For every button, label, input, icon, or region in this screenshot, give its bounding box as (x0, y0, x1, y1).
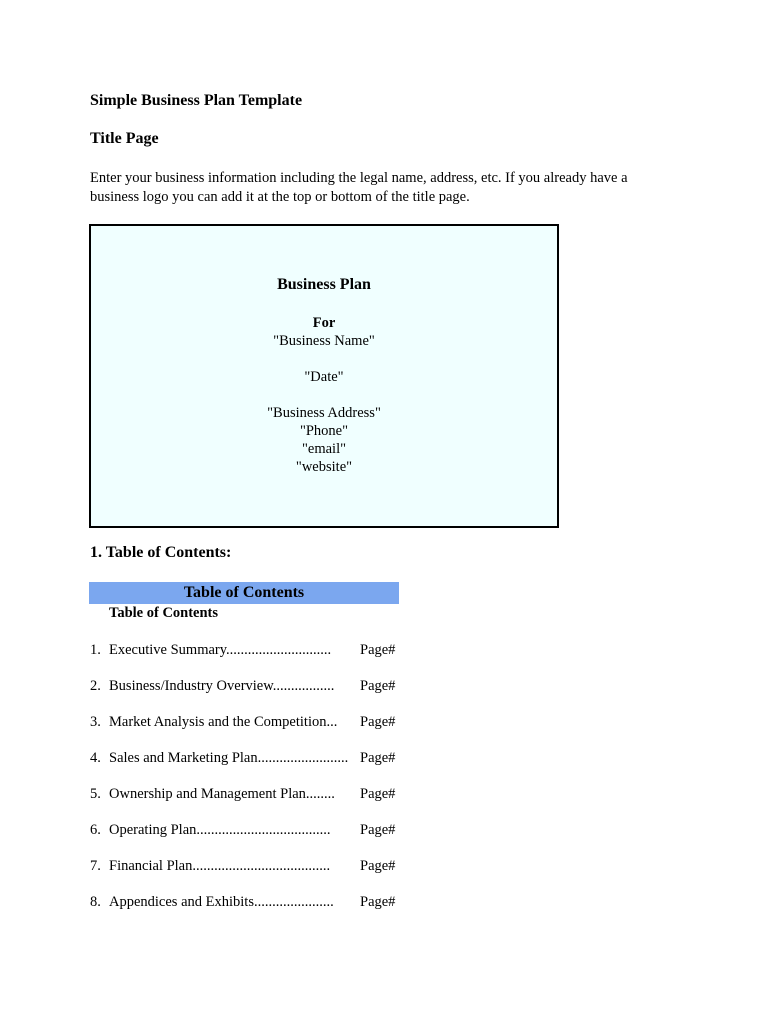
toc-item-number: 6. (90, 822, 101, 838)
toc-item-page: Page# (360, 678, 396, 694)
toc-item (90, 712, 400, 732)
spacer (91, 350, 557, 368)
toc-item (90, 856, 400, 876)
toc-item (90, 748, 400, 768)
toc-item-label: Appendices and Exhibits...................... (109, 894, 334, 910)
toc-item-number: 3. (90, 714, 101, 730)
toc-item-label: Financial Plan...................................... (109, 858, 331, 874)
toc-item-page: Page# (360, 822, 396, 838)
business-address-placeholder: "Business Address" (267, 405, 381, 421)
date-placeholder: "Date" (304, 369, 344, 385)
business-plan-heading: Business Plan (277, 276, 371, 293)
intro-paragraph: Enter your business information including the legal name, address, etc. If you already have a business logo you can add it at the top or bottom of the title page. (90, 170, 628, 205)
toc-item-page: Page# (360, 750, 396, 766)
toc-item-label: Ownership and Management Plan........ (109, 786, 335, 802)
toc-item-number: 1. (90, 642, 101, 658)
spacer (91, 386, 557, 404)
toc-item-number: 2. (90, 678, 101, 694)
section-title-title-page: Title Page (90, 130, 159, 147)
website-placeholder: "website" (295, 459, 353, 475)
toc-header-bar: Table of Contents (89, 582, 399, 604)
for-label: For (312, 315, 336, 331)
toc-item-page: Page# (360, 858, 396, 874)
toc-item-label: Operating Plan..................................... (109, 822, 331, 838)
toc-item (90, 676, 400, 696)
toc-item (90, 640, 400, 660)
title-page-box (89, 224, 559, 528)
toc-item-page: Page# (360, 786, 396, 802)
toc-item (90, 820, 400, 840)
toc-subheader: Table of Contents (109, 605, 219, 621)
business-name-placeholder: "Business Name" (273, 333, 375, 349)
toc-item-number: 8. (90, 894, 101, 910)
toc-item (90, 892, 400, 912)
toc-item-label: Executive Summary............................. (109, 642, 332, 658)
email-placeholder: "email" (301, 441, 347, 457)
toc-section-title: 1. Table of Contents: (90, 544, 232, 561)
title-page-details (91, 314, 557, 476)
toc-item-page: Page# (360, 714, 396, 730)
toc-item (90, 784, 400, 804)
toc-item-number: 4. (90, 750, 101, 766)
toc-item-label: Business/Industry Overview................. (109, 678, 335, 694)
phone-placeholder: "Phone" (299, 423, 349, 439)
toc-item-page: Page# (360, 642, 396, 658)
document-title: Simple Business Plan Template (90, 92, 303, 109)
toc-item-label: Market Analysis and the Competition... (109, 714, 338, 730)
toc-item-number: 5. (90, 786, 101, 802)
toc-item-page: Page# (360, 894, 396, 910)
toc-item-label: Sales and Marketing Plan......................... (109, 750, 349, 766)
toc-item-number: 7. (90, 858, 101, 874)
